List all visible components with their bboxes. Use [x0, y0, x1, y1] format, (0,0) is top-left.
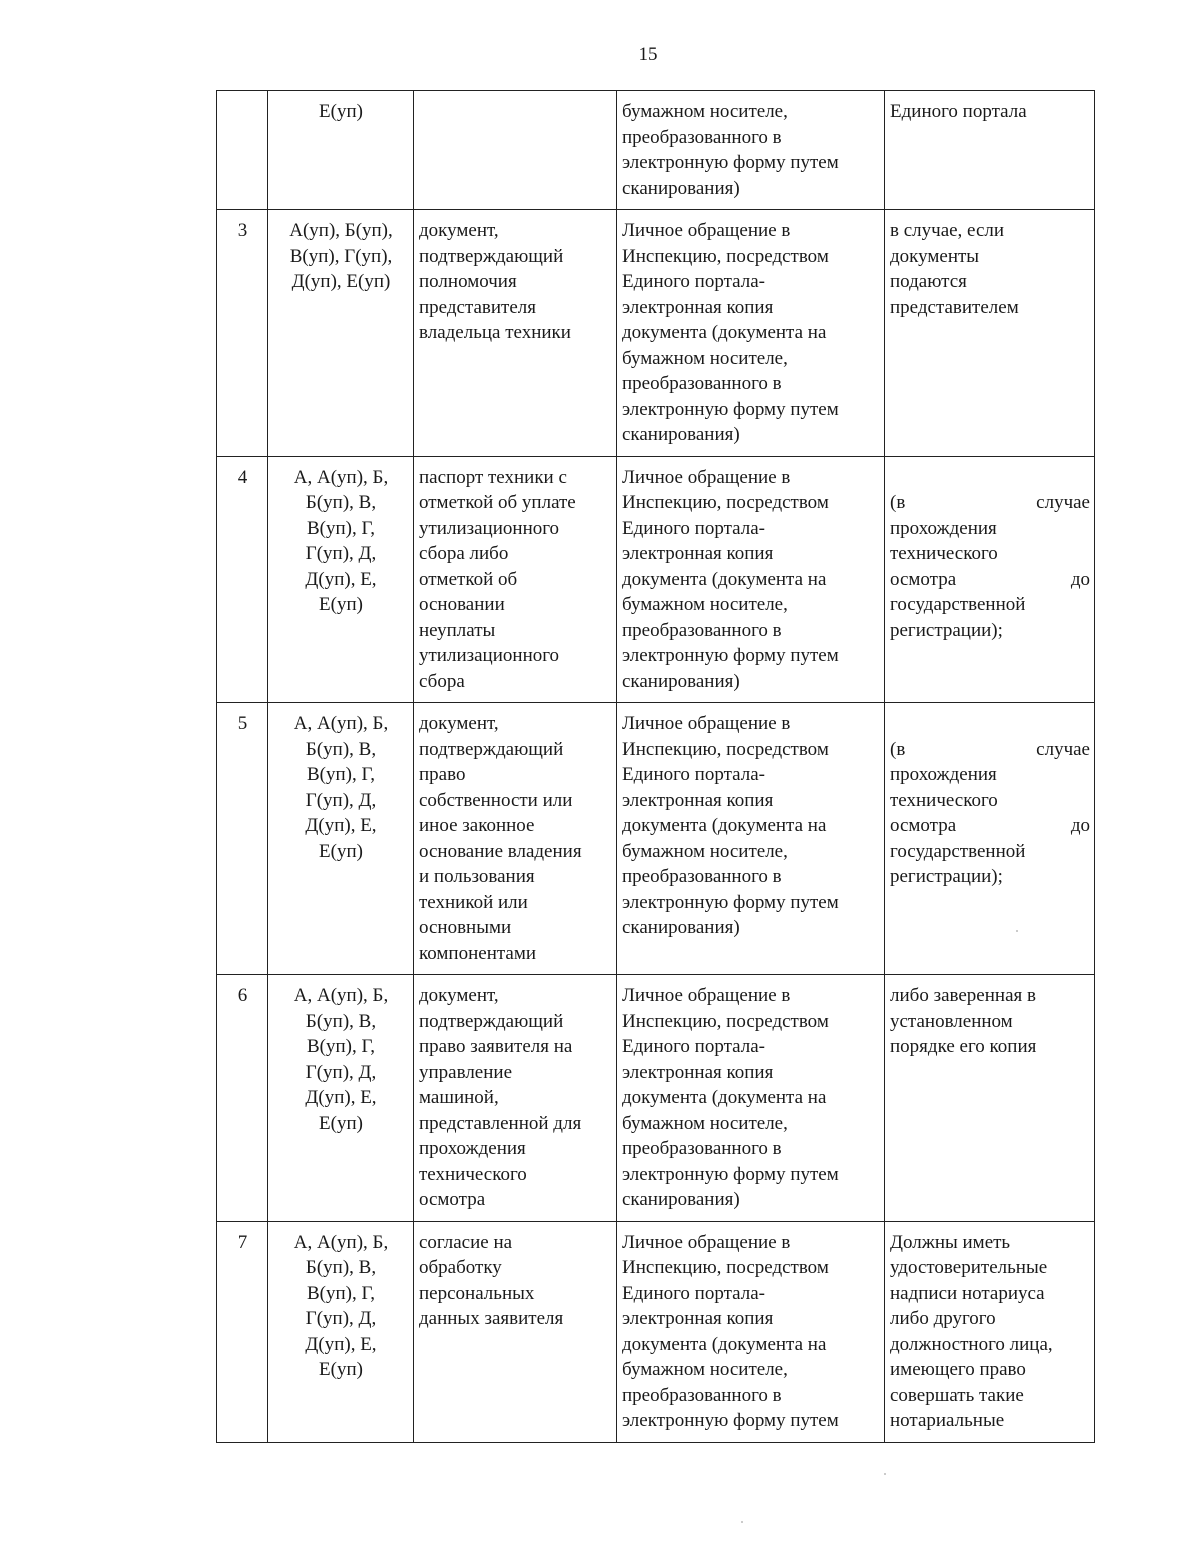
- cell-line: Б(уп), В,: [305, 492, 377, 513]
- cell-row-number: 4: [217, 456, 268, 703]
- cell-line: Инспекцию, посредством: [622, 245, 829, 267]
- cell-line: основание владения: [419, 840, 582, 862]
- cell-line: компонентами: [419, 942, 537, 964]
- cell-word: до: [1070, 815, 1090, 836]
- cell-note: [885, 210, 1095, 457]
- cell-line: Должны иметь: [890, 1231, 1011, 1253]
- cell-word: (в: [890, 492, 906, 513]
- cell-line: обработку: [419, 1257, 502, 1278]
- cell-categories: [268, 1221, 414, 1442]
- cell-line: преобразованного в: [622, 866, 782, 887]
- cell-line: отметкой об: [419, 568, 518, 590]
- cell-line: бумажном носителе,: [622, 1112, 788, 1134]
- cell-line: электронная копия: [622, 1061, 774, 1083]
- cell-word: случае: [1036, 738, 1090, 760]
- cell-line: сканирования): [622, 670, 740, 692]
- cell-line: техникой или: [419, 891, 528, 913]
- cell-line: Г(уп), Д,: [305, 1061, 377, 1083]
- cell-line: бумажном носителе,: [622, 594, 788, 615]
- cell-line: представителем: [890, 296, 1019, 318]
- cell-line: Б(уп), В,: [305, 1010, 377, 1032]
- scan-speck: [884, 1473, 886, 1475]
- cell-document: [414, 210, 617, 457]
- cell-line: А(уп), Б(уп),: [289, 220, 393, 241]
- cell-line: документ,: [419, 713, 499, 734]
- cell-word: (в: [890, 738, 906, 760]
- cell-line: полномочия: [419, 271, 517, 292]
- cell-note: [885, 456, 1095, 703]
- cell-line: государственной: [890, 840, 1026, 862]
- cell-line: иное законное: [419, 815, 535, 836]
- cell-line: управление: [419, 1061, 513, 1083]
- cell-line: Единого портала-: [622, 1282, 765, 1304]
- cell-line: регистрации);: [890, 619, 1003, 641]
- cell-line: электронную форму путем: [622, 645, 839, 666]
- cell-line: [890, 813, 1090, 839]
- cell-line: право: [419, 764, 466, 785]
- cell-line: основании: [419, 594, 505, 615]
- cell-line: Б(уп), В,: [305, 738, 377, 760]
- cell-line: В(уп), Г,: [306, 517, 376, 539]
- cell-line: преобразованного в: [622, 126, 782, 148]
- cell-categories: [268, 975, 414, 1222]
- cell-line: Г(уп), Д,: [305, 1308, 377, 1329]
- cell-line: либо другого: [890, 1308, 996, 1329]
- cell-line: Личное обращение в: [622, 713, 791, 734]
- cell-line: Единого портала-: [622, 764, 765, 785]
- cell-line: Е(уп): [319, 101, 363, 122]
- cell-line: сканирования): [622, 917, 740, 938]
- cell-line: Е(уп): [319, 594, 363, 615]
- cell-categories: [268, 456, 414, 703]
- cell-line: документа (документа на: [622, 568, 827, 590]
- cell-line: документы: [890, 245, 980, 267]
- cell-line: регистрации);: [890, 866, 1003, 887]
- cell-line: сбора: [419, 670, 465, 692]
- cell-categories: [268, 91, 414, 210]
- documents-table: [216, 90, 1095, 1443]
- cell-line: электронную форму путем: [622, 1410, 839, 1431]
- cell-line: основными: [419, 917, 512, 938]
- cell-line: технического: [890, 543, 998, 564]
- cell-line: электронную форму путем: [622, 1163, 839, 1185]
- cell-line: персональных: [419, 1282, 535, 1304]
- cell-line: неуплаты: [419, 619, 496, 641]
- cell-line: бумажном носителе,: [622, 347, 788, 369]
- cell-row-number: 7: [217, 1221, 268, 1442]
- cell-line: осмотра: [419, 1189, 486, 1210]
- cell-line: отметкой об уплате: [419, 492, 576, 513]
- cell-submission-method: [617, 703, 885, 975]
- cell-document: [414, 456, 617, 703]
- cell-word: до: [1070, 568, 1090, 590]
- cell-categories: [268, 703, 414, 975]
- cell-line: удостоверительные: [890, 1257, 1048, 1278]
- cell-line: Единого портала: [890, 101, 1027, 122]
- cell-line: [890, 711, 1090, 737]
- cell-submission-method: [617, 1221, 885, 1442]
- cell-line: либо заверенная в: [890, 985, 1036, 1006]
- cell-note: [885, 1221, 1095, 1442]
- cell-line: [890, 490, 1090, 516]
- cell-line: Личное обращение в: [622, 1231, 791, 1253]
- cell-line: паспорт техники с: [419, 466, 567, 488]
- cell-submission-method: [617, 456, 885, 703]
- cell-line: Д(уп), Е(уп): [291, 271, 391, 292]
- page-number: 15: [638, 44, 658, 65]
- cell-document: [414, 975, 617, 1222]
- cell-line: представленной для: [419, 1112, 582, 1134]
- table-row: [217, 975, 1095, 1222]
- cell-line: нотариальные: [890, 1410, 1005, 1431]
- cell-line: бумажном носителе,: [622, 101, 788, 122]
- scan-speck: [1016, 930, 1018, 932]
- table-row: [217, 703, 1095, 975]
- cell-document: [414, 1221, 617, 1442]
- cell-line: утилизационного: [419, 645, 560, 666]
- cell-row-number: 5: [217, 703, 268, 975]
- cell-row-number: 3: [217, 210, 268, 457]
- cell-document: [414, 91, 617, 210]
- cell-line: прохождения: [419, 1138, 526, 1159]
- cell-line: [890, 737, 1090, 763]
- cell-line: сбора либо: [419, 543, 509, 564]
- cell-submission-method: [617, 975, 885, 1222]
- cell-line: Е(уп): [319, 1359, 363, 1380]
- cell-line: собственности или: [419, 789, 573, 811]
- cell-line: Единого портала-: [622, 271, 765, 292]
- cell-word: осмотра: [890, 815, 957, 836]
- cell-line: бумажном носителе,: [622, 1359, 788, 1380]
- cell-line: имеющего право: [890, 1359, 1026, 1380]
- cell-line: электронная копия: [622, 789, 774, 811]
- cell-line: сканирования): [622, 424, 740, 445]
- cell-line: В(уп), Г,: [306, 1282, 376, 1304]
- cell-line: Инспекцию, посредством: [622, 492, 829, 513]
- cell-line: Личное обращение в: [622, 220, 791, 241]
- cell-line: владельца техники: [419, 322, 571, 343]
- cell-line: порядке его копия: [890, 1036, 1037, 1057]
- cell-line: электронную форму путем: [622, 152, 839, 173]
- cell-line: В(уп), Г,: [306, 764, 376, 785]
- cell-line: технического: [890, 789, 998, 811]
- cell-submission-method: [617, 210, 885, 457]
- cell-line: преобразованного в: [622, 1138, 782, 1159]
- cell-line: Д(уп), Е,: [305, 815, 377, 836]
- cell-line: подтверждающий: [419, 245, 564, 267]
- cell-line: подтверждающий: [419, 738, 564, 760]
- cell-line: данных заявителя: [419, 1308, 564, 1329]
- cell-line: Г(уп), Д,: [305, 789, 377, 811]
- cell-line: А, А(уп), Б,: [293, 713, 389, 734]
- cell-line: Д(уп), Е,: [305, 568, 377, 590]
- cell-line: сканирования): [622, 1189, 740, 1210]
- cell-line: В(уп), Г(уп),: [289, 245, 393, 267]
- cell-line: преобразованного в: [622, 619, 782, 641]
- cell-line: А, А(уп), Б,: [293, 466, 389, 488]
- cell-line: электронная копия: [622, 543, 774, 564]
- cell-line: машиной,: [419, 1087, 499, 1108]
- cell-line: Инспекцию, посредством: [622, 738, 829, 760]
- cell-line: В(уп), Г,: [306, 1036, 376, 1057]
- cell-line: подаются: [890, 271, 967, 292]
- cell-line: Единого портала-: [622, 1036, 765, 1057]
- cell-line: А, А(уп), Б,: [293, 1231, 389, 1253]
- cell-row-number: 6: [217, 975, 268, 1222]
- cell-document: [414, 703, 617, 975]
- documents-table-body: [217, 91, 1095, 1443]
- scan-speck: [741, 1521, 743, 1523]
- cell-line: Д(уп), Е,: [305, 1087, 377, 1108]
- cell-word: осмотра: [890, 568, 957, 590]
- cell-line: [890, 465, 1090, 491]
- cell-submission-method: [617, 91, 885, 210]
- cell-line: установленном: [890, 1010, 1013, 1032]
- cell-note: [885, 703, 1095, 975]
- cell-line: Инспекцию, посредством: [622, 1257, 829, 1278]
- cell-line: Инспекцию, посредством: [622, 1010, 829, 1032]
- cell-line: Г(уп), Д,: [305, 543, 377, 564]
- cell-line: электронную форму путем: [622, 398, 839, 420]
- cell-line: прохождения: [890, 517, 997, 539]
- cell-line: преобразованного в: [622, 373, 782, 394]
- cell-line: документа (документа на: [622, 1333, 827, 1355]
- table-row: [217, 91, 1095, 210]
- cell-line: должностного лица,: [890, 1333, 1053, 1355]
- cell-line: документа (документа на: [622, 815, 827, 836]
- cell-line: Единого портала-: [622, 517, 765, 539]
- cell-line: электронная копия: [622, 1308, 774, 1329]
- cell-line: согласие на: [419, 1231, 513, 1253]
- cell-line: и пользования: [419, 866, 535, 887]
- cell-note: [885, 91, 1095, 210]
- cell-line: государственной: [890, 594, 1026, 615]
- cell-line: документа (документа на: [622, 322, 827, 343]
- cell-line: представителя: [419, 296, 537, 318]
- cell-line: Е(уп): [319, 840, 363, 862]
- cell-line: совершать такие: [890, 1384, 1024, 1406]
- table-row: [217, 210, 1095, 457]
- cell-line: электронная копия: [622, 296, 774, 318]
- cell-line: документ,: [419, 220, 499, 241]
- cell-line: Б(уп), В,: [305, 1257, 377, 1278]
- cell-line: электронную форму путем: [622, 891, 839, 913]
- cell-line: подтверждающий: [419, 1010, 564, 1032]
- cell-line: в случае, если: [890, 220, 1005, 241]
- cell-line: Личное обращение в: [622, 466, 791, 488]
- cell-categories: [268, 210, 414, 457]
- table-row: [217, 456, 1095, 703]
- cell-row-number: [217, 91, 268, 210]
- cell-line: прохождения: [890, 764, 997, 785]
- cell-line: утилизационного: [419, 517, 560, 539]
- table-row: [217, 1221, 1095, 1442]
- cell-line: Е(уп): [319, 1112, 363, 1134]
- cell-line: [890, 567, 1090, 593]
- cell-line: Д(уп), Е,: [305, 1333, 377, 1355]
- cell-line: документ,: [419, 985, 499, 1006]
- cell-line: документа (документа на: [622, 1087, 827, 1108]
- cell-line: сканирования): [622, 177, 740, 199]
- cell-line: право заявителя на: [419, 1036, 573, 1057]
- cell-line: бумажном носителе,: [622, 840, 788, 862]
- cell-line: Личное обращение в: [622, 985, 791, 1006]
- cell-line: технического: [419, 1163, 527, 1185]
- cell-note: [885, 975, 1095, 1222]
- cell-line: А, А(уп), Б,: [293, 985, 389, 1006]
- cell-word: случае: [1036, 492, 1090, 513]
- cell-line: преобразованного в: [622, 1384, 782, 1406]
- cell-line: надписи нотариуса: [890, 1282, 1045, 1304]
